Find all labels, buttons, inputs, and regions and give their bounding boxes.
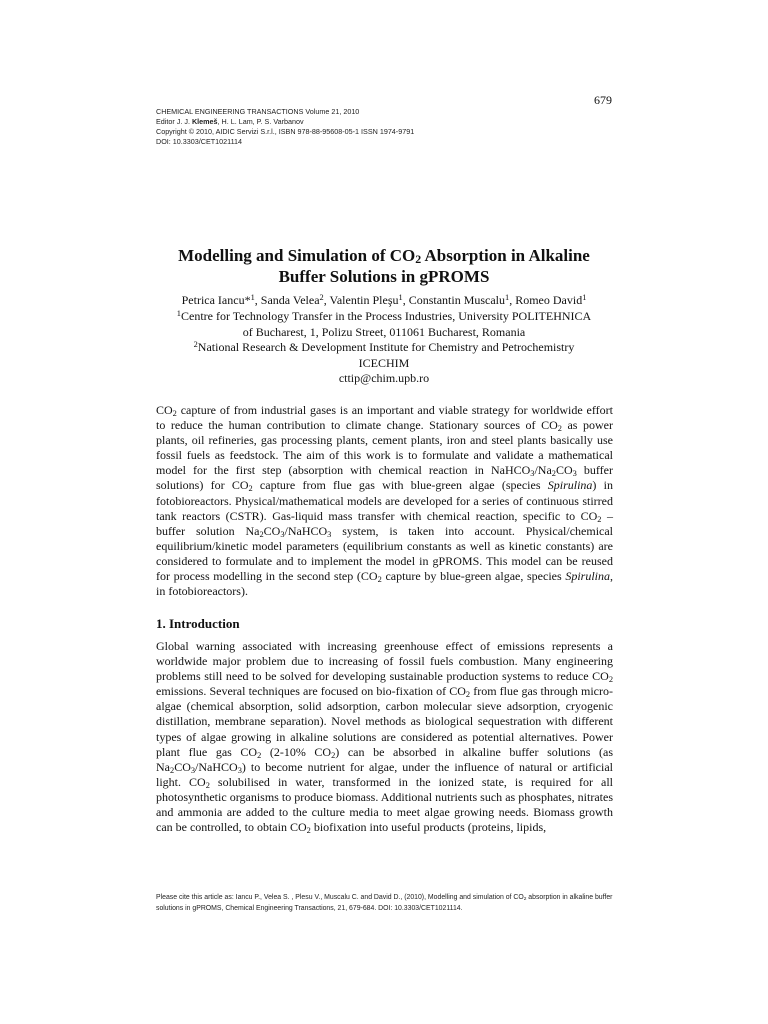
editors-line: Editor J. J. Klemeš, H. L. Lam, P. S. Varbanov	[156, 117, 304, 126]
affiliation-2: $^2$National Research & Development Institute for Chemistry and Petrochemistry	[193, 340, 575, 354]
doi-line: DOI: 10.3303/CET1021114	[156, 137, 243, 146]
affiliation-1: $^1$Centre for Technology Transfer in the Process Industries, University POLITEHNICA	[176, 309, 592, 323]
affiliations	[140, 309, 628, 387]
section-heading-introduction: 1. Introduction	[156, 616, 240, 631]
citation-footer: Please cite this article as: Iancu P., Velea S. , Plesu V., Muscalu C. and David D., (2010), Modelling and simulation of $CO_2$ absorption in alkaline buffer solutions in gPROMS, Chemical Engineering Transactions, 21, 679-684. DOI: 10.3303/CET1021114.	[156, 894, 613, 912]
title-line-1: Modelling and Simulation of $CO_2$ Absorption in Alkaline	[178, 246, 590, 266]
journal-header	[156, 107, 414, 147]
introduction-paragraph: Global warning associated with increasing greenhouse effect of emissions represents a worldwide major problem due to increasing of fossil fuels combustion. Many engineering problems still need to be solved for developing sustainable production systems to reduce $CO_2$ emissions. Several techniques are focused on bio-fixation of $CO_2$ from flue gas through micro-algae (chemical absorption, solid adsorption, carbon molecular sieve adsorption, cryogenic distillation, membrane separation). Novel methods as biological sequestration with different types of algae growing in alkaline solutions are considered as potential alternatives. Power plant flue gas $CO_2$ (2-10% $CO_2$) can be absorbed in alkaline buffer solutions (as $Na_2CO_3/NaHCO_3$) to become nutrient for algae, under the influence of natural or artificial light. $CO_2$ solubilised in water, transformed in the ionized state, is required for all photosynthetic organisms to produce biomass. Additional nutrients such as phosphates, nitrates and ammonia are added to the culture media to meet algae growing needs. Biomass growth can be controlled, to obtain $CO_2$ biofixation into useful products (proteins, lipids,	[156, 639, 613, 836]
affiliation-1-address: of Bucharest, 1, Polizu Street, 011061 Bucharest, Romania	[242, 324, 526, 339]
affiliation-2-name: ICECHIM	[358, 355, 410, 370]
editor-name: Klemeš	[191, 117, 218, 126]
copyright-line: Copyright © 2010, AIDIC Servizi S.r.l., ISBN 978-88-95608-05-1 ISSN 1974-9791	[156, 127, 415, 136]
abstract: $CO_2$ capture of from industrial gases is an important and viable strategy for worldwide effort to reduce the human contribution to climate change. Stationary sources of $CO_2$ as power plants, oil refineries, gas processing plants, cement plants, iron and steel plants basically use fossil fuels as feedstock. The aim of this work is to formulate and validate a mathematical model for the first step (absorption with chemical reaction in $NaHCO_3/Na_2CO_3$ buffer solutions) for $CO_2$ capture from flue gas with blue-green algae (species Spirulina) in fotobioreactors. Physical/mathematical models are developed for a series of continuous stirred tank reactors (CSTR). Gas-liquid mass transfer with chemical reaction, specific to $CO_2$ – buffer solution $Na_2CO_3/NaHCO_3$ system, is taken into account. Physical/chemical equilibrium/kinetic model parameters (equilibrium constants as well as kinetic constants) are considered to formulate and to implement the model in gPROMS. This model can be reused for process modelling in the second step ($CO_2$ capture by blue-green algae, species Spirulina, in fotobioreactors).	[156, 403, 614, 599]
journal-line: CHEMICAL ENGINEERING TRANSACTIONS Volume 21, 2010	[156, 107, 360, 116]
author-list: Petrica Iancu*$^1$, Sanda Velea$^2$, Valentin Pleşu$^1$, Constantin Muscalu$^1$, Romeo David$^1$	[181, 293, 587, 307]
title-line-2: Buffer Solutions in gPROMS	[278, 267, 490, 286]
page-number: 679	[594, 93, 612, 107]
contact-email[interactable]: cttip@chim.upb.ro	[338, 371, 430, 385]
paper-title	[140, 245, 628, 287]
